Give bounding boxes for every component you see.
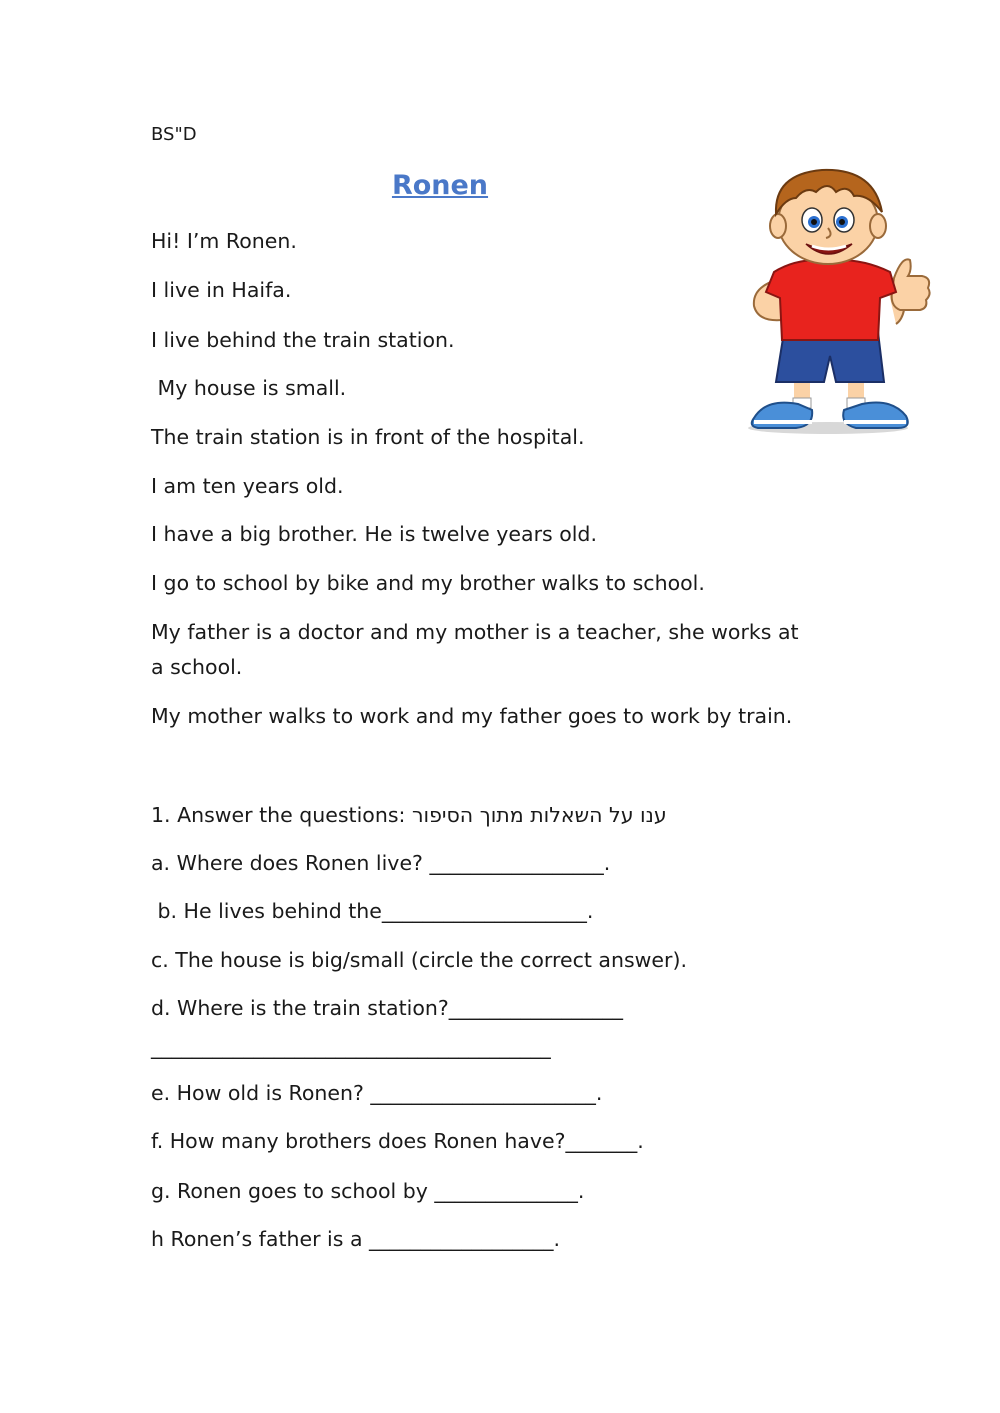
story-line: a school. (151, 655, 243, 679)
exercise-heading-english: 1. Answer the questions: (151, 803, 412, 827)
story-line: My father is a doctor and my mother is a teacher, she works at (151, 620, 799, 644)
question-b: b. He lives behind the____________________. (151, 899, 594, 923)
story-line: I am ten years old. (151, 474, 344, 498)
story-line: My house is small. (151, 376, 347, 400)
question-d: d. Where is the train station?_________________ (151, 996, 623, 1020)
exercise-heading-hebrew: ענו על השאלות מתוך הסיפור (411, 803, 667, 827)
page-title: Ronen (391, 170, 489, 201)
question-f: f. How many brothers does Ronen have?_______. (151, 1129, 644, 1153)
story-line: I live in Haifa. (151, 278, 292, 302)
story-line: The train station is in front of the hospital. (151, 425, 585, 449)
story-line: Hi! I’m Ronen. (151, 229, 297, 253)
story-line: I have a big brother. He is twelve years old. (151, 522, 597, 546)
boy-illustration-icon (736, 160, 936, 440)
story-line: I live behind the train station. (151, 328, 455, 352)
question-c: c. The house is big/small (circle the correct answer). (151, 948, 687, 972)
question-a: a. Where does Ronen live? _________________. (151, 851, 611, 875)
exercise-heading (151, 797, 667, 833)
question-e: e. How old is Ronen? ______________________. (151, 1081, 603, 1105)
story-line: I go to school by bike and my brother walks to school. (151, 571, 705, 595)
question-g: g. Ronen goes to school by ______________. (151, 1179, 585, 1203)
question-d-answer-line: _______________________________________ (151, 1035, 551, 1059)
header-marker: BS"D (151, 124, 197, 145)
story-line: My mother walks to work and my father goes to work by train. (151, 704, 793, 728)
question-h: h Ronen’s father is a __________________. (151, 1227, 561, 1251)
